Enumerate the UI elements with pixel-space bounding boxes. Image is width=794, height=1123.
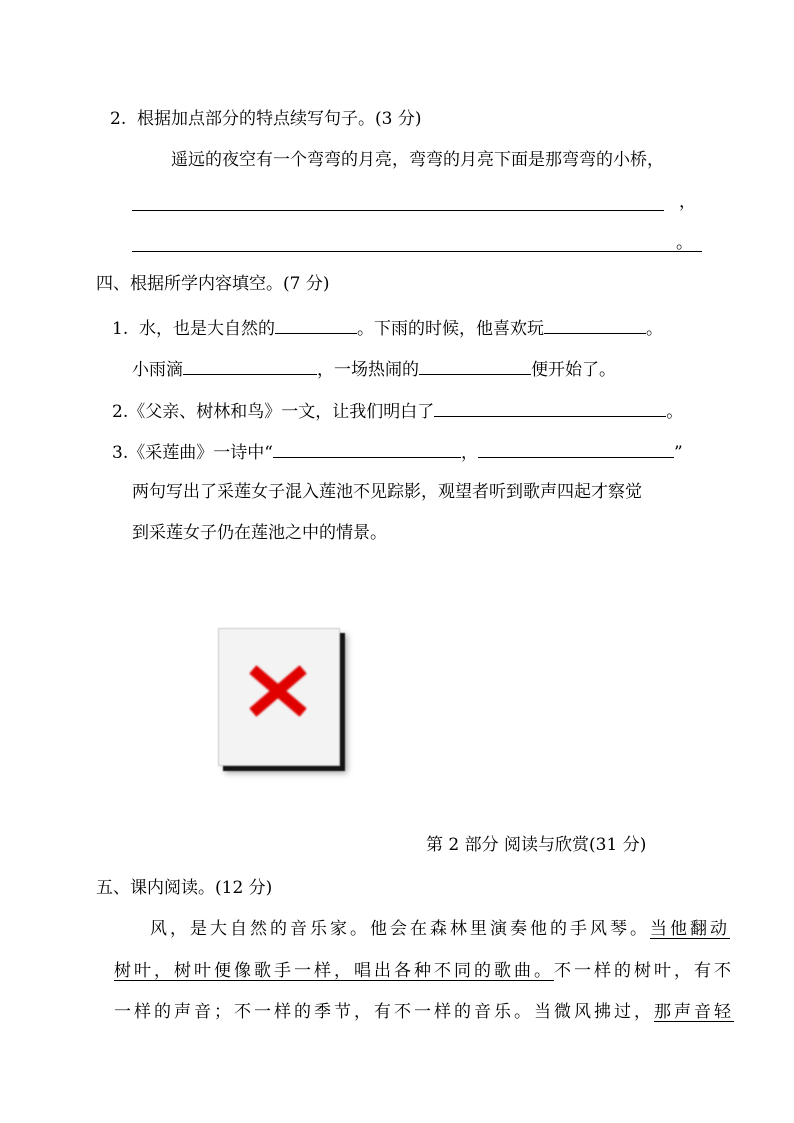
s4-item3-text-a: 《采莲曲》一诗中“ [128,443,273,463]
s4-item1-line2 [132,356,616,381]
s5-p3-text: 一样的声音；不一样的季节，有不一样的音乐。当微风拂过， [114,1002,654,1022]
s4-item1-blank-3[interactable] [183,356,317,375]
s4-item1-blank-1[interactable] [275,315,357,334]
s5-p3-underlined: 那声音轻 [654,1002,734,1022]
q2-answer-line-1[interactable] [132,210,664,211]
s4-item1-number: 1. [112,319,129,339]
s4-item2-text-a: 《父亲、树林和鸟》一文，让我们明白了 [128,402,435,422]
s4-item1-text-c: 。 [646,319,664,339]
q2-line1-end: ， [679,192,696,212]
section5-heading: 五、课内阅读。(12 分) [96,878,273,898]
s4-item3-number: 3. [112,443,129,463]
q2-sentence: 遥远的夜空有一个弯弯的月亮，弯弯的月亮下面是那弯弯的小桥， [171,150,664,170]
section4-heading: 四、根据所学内容填空。(7 分) [96,274,330,294]
s4-item2-blank[interactable] [434,398,666,417]
q2-answer-line-2[interactable] [132,251,702,252]
s4-item1-blank-4[interactable] [419,356,531,375]
s4-item3-line2: 两句写出了采莲女子混入莲池不见踪影，观望者听到歌声四起才察觉 [132,482,642,502]
s5-paragraph-line1 [150,918,730,940]
s4-item3-blank-1[interactable] [273,439,461,458]
s4-item1-blank-2[interactable] [544,315,646,334]
broken-image-placeholder [218,628,340,766]
s4-item1-text-d: 小雨滴 [132,360,183,380]
s4-item2-number: 2. [112,402,129,422]
s4-item2 [112,398,683,423]
s5-paragraph-line3 [114,1001,734,1023]
s5-p1-underlined: 当他翻动 [650,919,730,939]
s4-item2-text-b: 。 [666,402,684,422]
q2-prompt-text: 根据加点部分的特点续写句子。(3 分) [137,109,422,129]
s5-p2-underlined: 树叶，树叶便像歌手一样，唱出各种不同的歌曲。 [114,961,554,981]
s4-item1-text-b: 。下雨的时候，他喜欢玩 [357,319,545,339]
q2-prompt [110,108,422,130]
s4-item3-line1 [112,439,683,464]
q2-number: 2. [110,109,127,129]
s4-item3-close-quote: ” [673,443,683,463]
s5-p2-text: 不一样的树叶，有不 [554,961,734,981]
s5-paragraph-line2 [114,960,734,982]
s4-item3-line3: 到采莲女子仍在莲池之中的情景。 [132,523,387,543]
s4-item1-text-f: 便开始了。 [531,360,616,380]
s4-item3-blank-2[interactable] [478,439,674,458]
s4-item3-comma: ， [460,443,478,463]
broken-image-icon [249,665,307,717]
s4-item1-line1 [112,315,663,340]
s4-item1-text-e: ，一场热闹的 [317,360,419,380]
s5-p1-text: 风，是大自然的音乐家。他会在森林里演奏他的手风琴。 [150,919,650,939]
q2-line2-end: 。 [676,233,693,253]
part2-heading: 第 2 部分 阅读与欣赏(31 分) [426,835,647,855]
s4-item1-text-a: 水，也是大自然的 [139,319,276,339]
